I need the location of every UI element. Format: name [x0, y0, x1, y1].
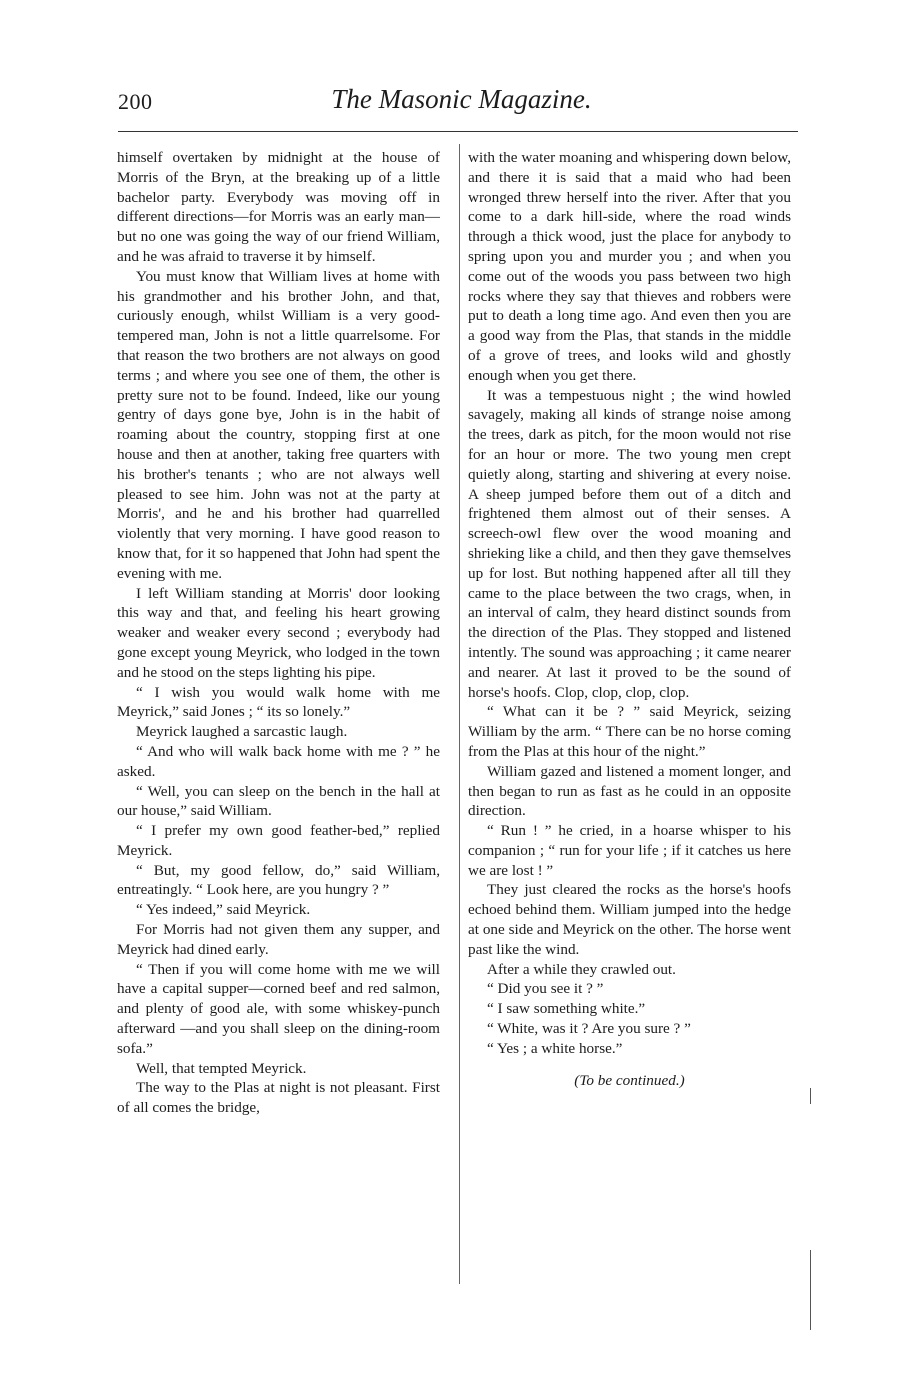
paragraph: “ What can it be ? ” said Meyrick, seizing William by the arm. “ There can be no horse coming from the Plas at this hour of the night.” [468, 703, 791, 760]
paragraph: “ Did you see it ? ” [487, 980, 604, 998]
paragraph: William gazed and listened a moment longer, and then began to run as fast as he could in an opposite direction. [468, 762, 791, 820]
paragraph: “ Well, you can sleep on the bench in the hall at our house,” said William. [117, 782, 440, 820]
paragraph: I left William standing at Morris' door looking this way and that, and feeling his heart growing weaker and weaker every second ; everybody had gone except young Meyrick, who lodged in the town and he stood on the steps lighting his pipe. [117, 584, 440, 681]
paragraph: “ Yes ; a white horse.” [487, 1039, 623, 1057]
paragraph: Well, that tempted Meyrick. [136, 1059, 307, 1077]
left-column [117, 148, 440, 1118]
paragraph: They just cleared the rocks as the horse's hoofs echoed behind them. William jumped into the hedge at one side and Meyrick on the other. The horse went past like the wind. [468, 881, 791, 958]
header-rule [118, 131, 798, 132]
paragraph: The way to the Plas at night is not pleasant. First of all comes the bridge, [117, 1079, 440, 1117]
paragraph: with the water moaning and whispering down below, and there it is said that a maid who had been wronged threw herself into the river. After that you come to a dark hill-side, where the road winds through a thick wood, just the place for anybody to spring upon you and murder you ; and when you come out of the woods you pass between two high rocks where they say that thieves and robbers were put to death a long time ago. And even then you are a good way from the Plas, that stands in the middle of a grove of trees, and looks wild and ghostly enough when you get there. [468, 149, 791, 384]
paragraph: “ And who will walk back home with me ? ” he asked. [117, 742, 440, 780]
paragraph: “ Run ! ” he cried, in a hoarse whisper to his companion ; “ run for your life ; if it catches us here we are lost ! ” [468, 822, 791, 879]
paragraph: You must know that William lives at home with his grandmother and his brother John, and that, curiously enough, whilst William is a very good-tempered man, John is not a little quarrelsome. For that reason the two brothers are not always on good terms ; and where you see one of them, the other is pretty sure not to be found. Indeed, like our young gentry of days gone bye, John is in the habit of roaming about the country, stopping first at one house and then at another, taking free quarters with his brother's tenants ; who are not always well pleased to see him. John was not at the party at Morris', and he and his brother had quarrelled violently that very morning. I have good reason to know that, for it so happened that John had spent the evening with me. [117, 267, 440, 582]
paragraph: “ But, my good fellow, do,” said William, entreatingly. “ Look here, are you hungry ? ” [117, 861, 440, 899]
column-divider [459, 144, 460, 1284]
margin-mark [810, 1088, 811, 1104]
paragraph: “ White, was it ? Are you sure ? ” [487, 1020, 691, 1038]
paragraph: After a while they crawled out. [487, 960, 676, 978]
running-head-title: The Masonic Magazine. [331, 84, 592, 114]
right-column [468, 148, 791, 1090]
paragraph: It was a tempestuous night ; the wind howled savagely, making all kinds of strange noise among the trees, dark as pitch, for the moon would not rise for an hour or more. The two young men crept quietly along, starting and shivering at every noise. A sheep jumped before them out of a ditch and frightened them almost out of their senses. A screech-owl flew over the wood moaning and shrieking like a child, and then they gave themselves up for lost. But nothing happened after all till they came to the place between the two crags, when, in an interval of calm, they heard distinct sounds from the direction of the Plas. They stopped and listened intently. The sound was approaching ; it came nearer and nearer. At last it proved to be the sound of horse's hoofs. Clop, clop, clop, clop. [468, 386, 791, 701]
paragraph: “ I prefer my own good feather-bed,” replied Meyrick. [117, 822, 440, 859]
page-number: 200 [118, 89, 153, 114]
paragraph: For Morris had not given them any supper, and Meyrick had dined early. [117, 921, 440, 958]
to-be-continued: (To be continued.) [574, 1071, 685, 1089]
paragraph: “ I wish you would walk home with me Meyrick,” said Jones ; “ its so lonely.” [117, 683, 440, 721]
paragraph: “ Then if you will come home with me we will have a capital supper—corned beef and red salmon, and plenty of good ale, with some whiskey-punch afterward —and you shall sleep on the dining-room sofa.” [117, 960, 440, 1057]
paragraph: himself overtaken by midnight at the house of Morris of the Bryn, at the breaking up of a little bachelor party. Everybody was moving off in different directions—for Morris was an early man—but no one was going the way of our friend William, and he was afraid to traverse it by himself. [117, 149, 440, 265]
paragraph: “ Yes indeed,” said Meyrick. [136, 901, 311, 919]
paragraph: Meyrick laughed a sarcastic laugh. [136, 723, 348, 741]
margin-mark [810, 1250, 811, 1330]
paragraph: “ I saw something white.” [487, 1000, 646, 1018]
